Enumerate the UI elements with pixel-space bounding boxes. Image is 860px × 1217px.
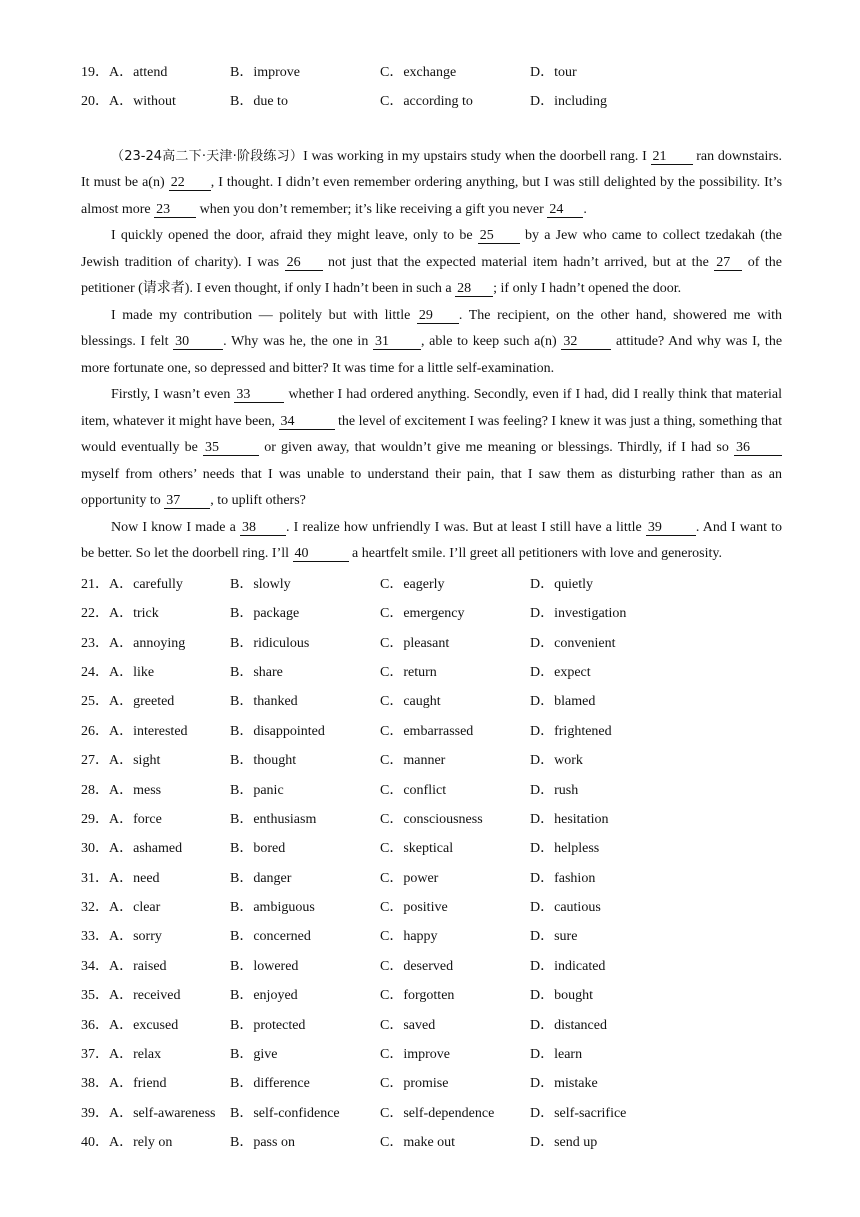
option-a: 24．A．like [81,664,155,680]
option-c: C．happy [380,929,438,945]
question-number: 33． [81,929,109,945]
question-number: 26． [81,723,109,739]
option-c: C．return [380,664,437,680]
question-number: 30． [81,841,109,857]
option-a: 25．A．greeted [81,694,175,710]
passage-paragraph-5: Now I know I made a 38 . I realize how unfriendly I was. But at least I still have a little 39 . And I want to be better. So let the doorbell ring. I’ll 40 a heartfelt smile. I’ll greet all petitioners with love and generosity. [81,519,783,562]
source-note: （23-24高二下·天津·阶段练习） [111,148,304,164]
option-d: D．distanced [530,1017,607,1033]
option-a: 31．A．need [81,870,160,886]
option-row [81,776,782,805]
option-c: C．saved [380,1017,436,1033]
blank-33: 33 [234,387,284,403]
option-a: 22．A．trick [81,606,159,622]
option-d: D．blamed [530,694,596,710]
option-a: 32．A．clear [81,900,161,916]
blank-26: 26 [285,255,323,271]
blank-23: 23 [154,202,196,218]
blank-27: 27 [714,255,742,271]
option-b: B．panic [230,782,284,798]
option-d: D．quietly [530,576,593,592]
question-number: 35． [81,988,109,1004]
option-d: D．expect [530,664,591,680]
option-d: D．send up [530,1135,598,1151]
option-d: D．rush [530,782,579,798]
option-c: C．conflict [380,782,447,798]
passage-paragraph-4: Firstly, I wasn’t even 33 whether I had ordered anything. Secondly, even if I had, did I really think that material item, whatever it might have been, 34 the level of excitement I was feeling? I knew it was just a thing, something that would eventually be 35 or given away, that wouldn’t give me meaning or blessings. Thirdly, if I had so 36 myself from others’ needs that I was unable to understand their pain, that I saw them as disturbing rather than as an opportunity to 37 , to uplift others? [81,387,783,509]
option-c: C．promise [380,1076,449,1092]
option-c: C．caught [380,694,441,710]
option-c: C．deserved [380,958,454,974]
spacer [81,117,782,144]
option-b: B．concerned [230,929,311,945]
option-c: C．positive [380,900,448,916]
option-b: B．bored [230,841,286,857]
option-c: C．make out [380,1135,456,1151]
option-row [81,864,782,893]
blank-22: 22 [169,175,211,191]
blank-39: 39 [646,520,696,536]
question-number: 38． [81,1076,109,1092]
blank-38: 38 [240,520,286,536]
option-b: B．thought [230,753,297,769]
option-b: B．thanked [230,694,298,710]
option-b: B．danger [230,870,292,886]
option-row [81,658,782,687]
option-a: 27．A．sight [81,753,161,769]
option-d: D．learn [530,1047,583,1063]
blank-21: 21 [651,149,693,165]
option-a: 21．A．carefully [81,576,183,592]
option-d: D．convenient [530,635,616,651]
option-a: 34．A．raised [81,958,167,974]
question-number: 31． [81,870,109,886]
option-d: D．work [530,753,583,769]
option-d: D．investigation [530,606,627,622]
blank-32: 32 [561,334,611,350]
blank-35: 35 [203,440,259,456]
option-a: 33．A．sorry [81,929,162,945]
option-row [81,834,782,863]
option-a: 28．A．mess [81,782,162,798]
question-number: 29． [81,811,109,827]
option-b: B．package [230,606,300,622]
option-d: D．self-sacrifice [530,1105,627,1121]
option-row [81,717,782,746]
option-c: C．improve [380,1047,450,1063]
option-row [81,746,782,775]
option-row [81,1099,782,1128]
option-c: C．consciousness [380,811,483,827]
question-number: 20． [81,94,109,110]
document-page [81,58,782,1158]
question-number: 23． [81,635,109,651]
option-row [81,1069,782,1098]
option-d: D．fashion [530,870,596,886]
blank-24: 24 [547,202,583,218]
option-row [81,893,782,922]
question-number: 19． [81,65,109,80]
option-c: C．according to [380,94,473,110]
option-c: C．embarrassed [380,723,474,739]
question-number: 34． [81,958,109,974]
option-row [81,1011,782,1040]
option-b: B．give [230,1047,278,1063]
option-b: B．self-confidence [230,1105,340,1121]
question-number: 39． [81,1105,109,1121]
blank-31: 31 [373,334,421,350]
passage-paragraph-3: I made my contribution — politely but with little 29 . The recipient, on the other hand, showered me with blessings. I felt 30 . Why was he, the one in 31 , able to keep such a(n) 32 attitude? And why was I, the more fortunate one, so depressed and bitter? It was time for a little self-examination. [81,307,783,376]
option-row [81,1128,782,1157]
option-row [81,952,782,981]
blank-29: 29 [417,308,459,324]
option-b: B．enthusiasm [230,811,317,827]
option-d: D．bought [530,988,593,1004]
option-d: D．helpless [530,841,600,857]
option-d: D．sure [530,929,578,945]
option-a: 26．A．interested [81,723,188,739]
option-b: B．disappointed [230,723,325,739]
option-a: 38．A．friend [81,1076,167,1092]
option-b: B．lowered [230,958,299,974]
option-c: C．emergency [380,606,465,622]
option-b: B．pass on [230,1135,295,1151]
option-b: B．due to [230,94,288,110]
option-row [81,1040,782,1069]
option-row [81,629,782,658]
option-b: B．protected [230,1017,306,1033]
option-row [81,599,782,628]
option-a: 35．A．received [81,988,181,1004]
option-b: B．ambiguous [230,900,315,916]
option-row [81,981,782,1010]
question-number: 24． [81,664,109,680]
blank-30: 30 [173,334,223,350]
option-c: C．exchange [380,65,457,80]
blank-34: 34 [279,414,335,430]
option-d: D．including [530,94,607,110]
blank-37: 37 [164,493,210,509]
option-a: 29．A．force [81,811,162,827]
question-number: 21． [81,576,109,592]
question-number: 27． [81,753,109,769]
option-a: 23．A．annoying [81,635,186,651]
question-number: 25． [81,694,109,710]
option-b: B．share [230,664,283,680]
option-row [81,805,782,834]
question-number: 22． [81,606,109,622]
option-c: C．skeptical [380,841,454,857]
option-row [81,687,782,716]
option-c: C．manner [380,753,446,769]
passage-paragraph-1: （23-24高二下·天津·阶段练习）I was working in my upstairs study when the doorbell rang. I 21 ran downstairs. It must be a(n) 22 , I thought. I didn’t even remember ordering anything, but I was still delighted by the possibility. It’s almost more 23 when you don’t remember; it’s like receiving a gift you never 24 . [81,148,783,217]
option-a: 19．A．attend [81,65,168,80]
question-number: 40． [81,1135,109,1151]
option-row [81,87,782,116]
option-c: C．self-dependence [380,1105,495,1121]
option-b: B．slowly [230,576,291,592]
option-d: D．tour [530,65,577,80]
blank-36: 36 [734,440,782,456]
blank-25: 25 [478,228,520,244]
question-number: 36． [81,1017,109,1033]
passage-paragraph-2: I quickly opened the door, afraid they might leave, only to be 25 by a Jew who came to collect tzedakah (the Jewish tradition of charity). I was 26 not just that the expected material item hadn’t arrived, but at the 27 of the petitioner (请求者). I even thought, if only I hadn’t been in such a 28 ; if only I hadn’t opened the door. [81,228,783,297]
option-b: B．ridiculous [230,635,310,651]
option-d: D．cautious [530,900,601,916]
blank-40: 40 [293,546,349,562]
options-list [81,570,782,1158]
option-c: C．forgotten [380,988,455,1004]
option-c: C．pleasant [380,635,450,651]
question-number: 32． [81,900,109,916]
option-d: D．frightened [530,723,612,739]
option-c: C．eagerly [380,576,445,592]
blank-28: 28 [455,281,493,297]
option-row [81,922,782,951]
option-c: C．power [380,870,439,886]
option-b: B．improve [230,65,300,80]
question-number: 28． [81,782,109,798]
option-a: 37．A．relax [81,1047,162,1063]
option-a: 40．A．rely on [81,1135,173,1151]
option-row [81,58,782,87]
option-a: 20．A．without [81,94,176,110]
options-list-top [81,58,782,117]
option-row [81,570,782,599]
question-number: 37． [81,1047,109,1063]
option-a: 36．A．excused [81,1017,179,1033]
option-b: B．difference [230,1076,310,1092]
option-d: D．mistake [530,1076,598,1092]
option-a: 30．A．ashamed [81,841,183,857]
option-b: B．enjoyed [230,988,298,1004]
option-d: D．hesitation [530,811,609,827]
option-d: D．indicated [530,958,606,974]
option-a: 39．A．self-awareness [81,1105,216,1121]
